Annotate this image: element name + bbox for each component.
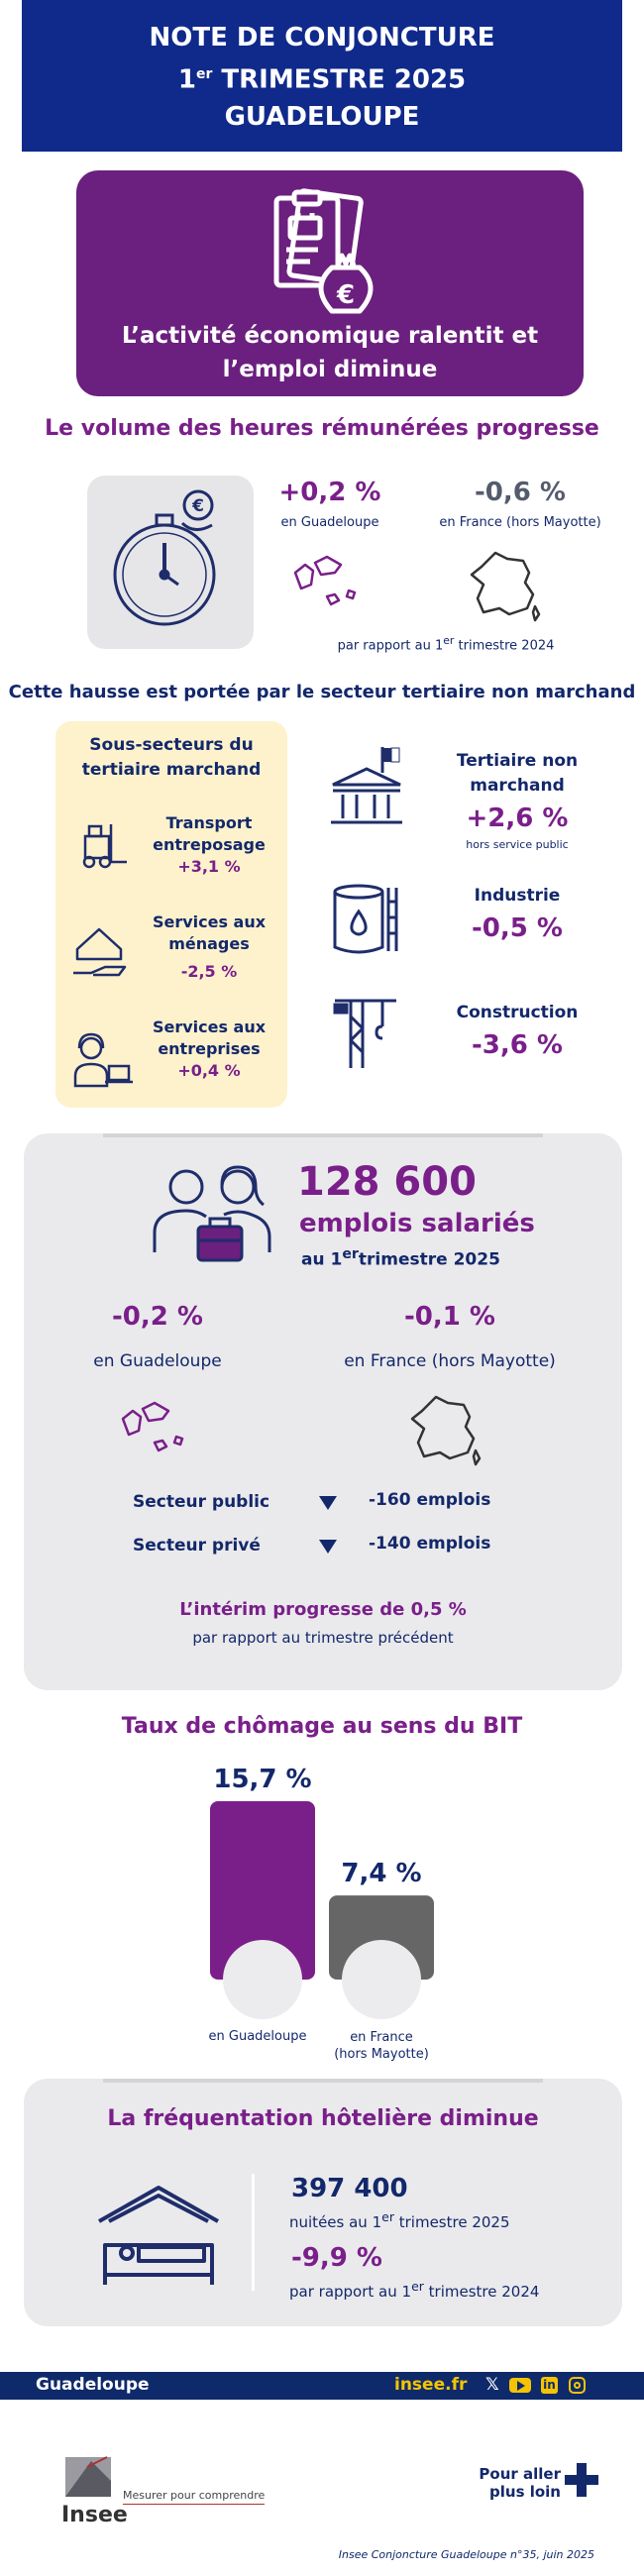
nonmarket-tertiary: Tertiaire non marchand +2,6 % hors service public <box>410 749 624 852</box>
employment-gdp-label: en Guadeloupe <box>93 1351 222 1371</box>
nonmarket-tertiary-note: hors service public <box>466 838 569 851</box>
employment-france <box>321 1302 579 1371</box>
transport-label: Transport entreposage +3,1 % <box>135 812 283 878</box>
x-twitter-icon[interactable]: 𝕏 <box>485 2375 499 2395</box>
industry: Industrie -0,5 % <box>410 884 624 948</box>
stopwatch-panel <box>87 476 254 649</box>
employment-fr-label: en France (hors Mayotte) <box>344 1351 556 1371</box>
instagram-icon[interactable] <box>569 2377 586 2394</box>
employment-count-label: emplois salariés <box>299 1209 535 1238</box>
hotel-nights-period: nuitées au 1er trimestre 2025 <box>289 2209 510 2231</box>
forklift-icon <box>71 820 131 870</box>
svg-text:€: € <box>192 496 204 516</box>
business-services-label: Services aux entreprises +0,4 % <box>135 1017 283 1082</box>
employment-fr-value: -0,1 % <box>404 1302 495 1332</box>
source-citation: Insee Conjoncture Guadeloupe n°35, juin 2025 <box>338 2548 594 2561</box>
market-tertiary-panel <box>55 721 287 1108</box>
transport-value: +3,1 % <box>177 857 241 876</box>
hours-fr-label: en France (hors Mayotte) <box>439 515 601 530</box>
hotel-nights: 397 400 <box>291 2174 408 2203</box>
youtube-icon[interactable] <box>509 2378 531 2393</box>
hotel-panel <box>24 2079 622 2326</box>
hours-gdp-label: en Guadeloupe <box>280 515 379 530</box>
headline-banner <box>76 170 584 396</box>
industry-tank-icon <box>329 882 398 957</box>
insee-logo-text: Insee <box>61 2503 128 2527</box>
employment-gdp-value: -0,2 % <box>112 1302 203 1332</box>
subsectors-title: Sous-secteurs du tertiaire marchand <box>81 735 262 780</box>
nonmarket-tertiary-value: +2,6 % <box>466 804 569 833</box>
public-sector-label: Secteur public <box>133 1492 270 1512</box>
employees-briefcase-icon <box>153 1161 275 1264</box>
employment-count: 128 600 <box>297 1159 477 1205</box>
stopwatch-euro-icon <box>87 476 254 649</box>
hours-gdp-value: +0,2 % <box>278 478 381 507</box>
private-sector-value: -140 emplois <box>369 1534 491 1554</box>
hours-guadeloupe <box>269 478 390 530</box>
unemployment-value-guadeloupe: 15,7 % <box>213 1765 312 1794</box>
unemployment-map-guadeloupe <box>223 1940 302 2019</box>
clipboard-euro-bag-icon <box>255 188 403 317</box>
footer-bar <box>0 2372 644 2400</box>
unemployment-fr-label: en France (hors Mayotte) <box>334 2030 429 2062</box>
hotel-divider <box>252 2174 255 2291</box>
public-sector-value: -160 emplois <box>369 1490 491 1510</box>
down-triangle-icon <box>319 1540 337 1554</box>
hours-title: Le volume des heures rémunérées progresse <box>45 416 599 441</box>
hotel-change: -9,9 % <box>291 2243 382 2273</box>
employment-guadeloupe <box>73 1302 242 1371</box>
construction: Construction -3,6 % <box>410 1001 624 1065</box>
plus-icon[interactable] <box>565 2463 598 2497</box>
hours-reference: par rapport au 1er trimestre 2024 <box>337 634 555 654</box>
call-center-icon <box>69 1028 135 1090</box>
header-period: 1er TRIMESTRE 2025 <box>177 64 467 95</box>
svg-text:€: € <box>336 280 356 310</box>
construction-crane-icon <box>331 993 400 1072</box>
tertiary-title: Cette hausse est portée par le secteur tertiaire non marchand <box>8 682 636 702</box>
headline-line2: l’emploi diminue <box>222 357 438 382</box>
household-services-label: Services aux ménages -2,5 % <box>135 912 283 983</box>
report-header <box>22 0 622 152</box>
unemployment-value-france: 7,4 % <box>341 1859 422 1889</box>
insee-logo-icon <box>61 2453 115 2503</box>
business-services-value: +0,4 % <box>177 1061 241 1080</box>
france-map-icon-employment <box>406 1393 485 1468</box>
header-title: NOTE DE CONJONCTURE <box>149 23 495 53</box>
header-region: GUADELOUPE <box>224 101 420 132</box>
employment-period: au 1ertrimestre 2025 <box>301 1246 500 1270</box>
down-triangle-icon <box>319 1496 337 1510</box>
unemployment-gdp-label: en Guadeloupe <box>208 2029 307 2044</box>
industry-value: -0,5 % <box>472 913 563 943</box>
more-info-link[interactable]: Pour aller plus loin <box>479 2465 561 2501</box>
linkedin-icon[interactable]: in <box>541 2377 558 2394</box>
hotel-bed-icon <box>95 2182 222 2291</box>
hours-fr-value: -0,6 % <box>475 478 566 507</box>
interim-subtitle: par rapport au trimestre précédent <box>192 1629 454 1647</box>
insee-site-link[interactable]: insee.fr <box>394 2375 468 2395</box>
interim-title: L’intérim progresse de 0,5 % <box>179 1599 467 1620</box>
footer-region: Guadeloupe <box>36 2375 150 2395</box>
headline-line1: L’activité économique ralentit et <box>121 323 539 349</box>
hours-france <box>416 478 624 530</box>
household-services-value: -2,5 % <box>180 962 238 981</box>
guadeloupe-map-icon-employment <box>115 1397 194 1466</box>
unemployment-title: Taux de chômage au sens du BIT <box>121 1714 523 1739</box>
guadeloupe-map-icon <box>287 551 367 620</box>
unemployment-map-france <box>342 1940 421 2019</box>
france-map-icon <box>466 549 545 624</box>
public-building-flag-icon <box>327 745 404 830</box>
insee-tagline: Mesurer pour comprendre <box>123 2489 265 2505</box>
employment-panel <box>24 1133 622 1690</box>
private-sector-label: Secteur privé <box>133 1536 261 1556</box>
house-hand-icon <box>69 919 129 981</box>
hotel-change-reference: par rapport au 1er trimestre 2024 <box>289 2279 540 2301</box>
construction-value: -3,6 % <box>472 1030 563 1060</box>
hotel-title: La fréquentation hôtelière diminue <box>107 2106 539 2131</box>
unemployment-chart <box>149 1760 495 2067</box>
